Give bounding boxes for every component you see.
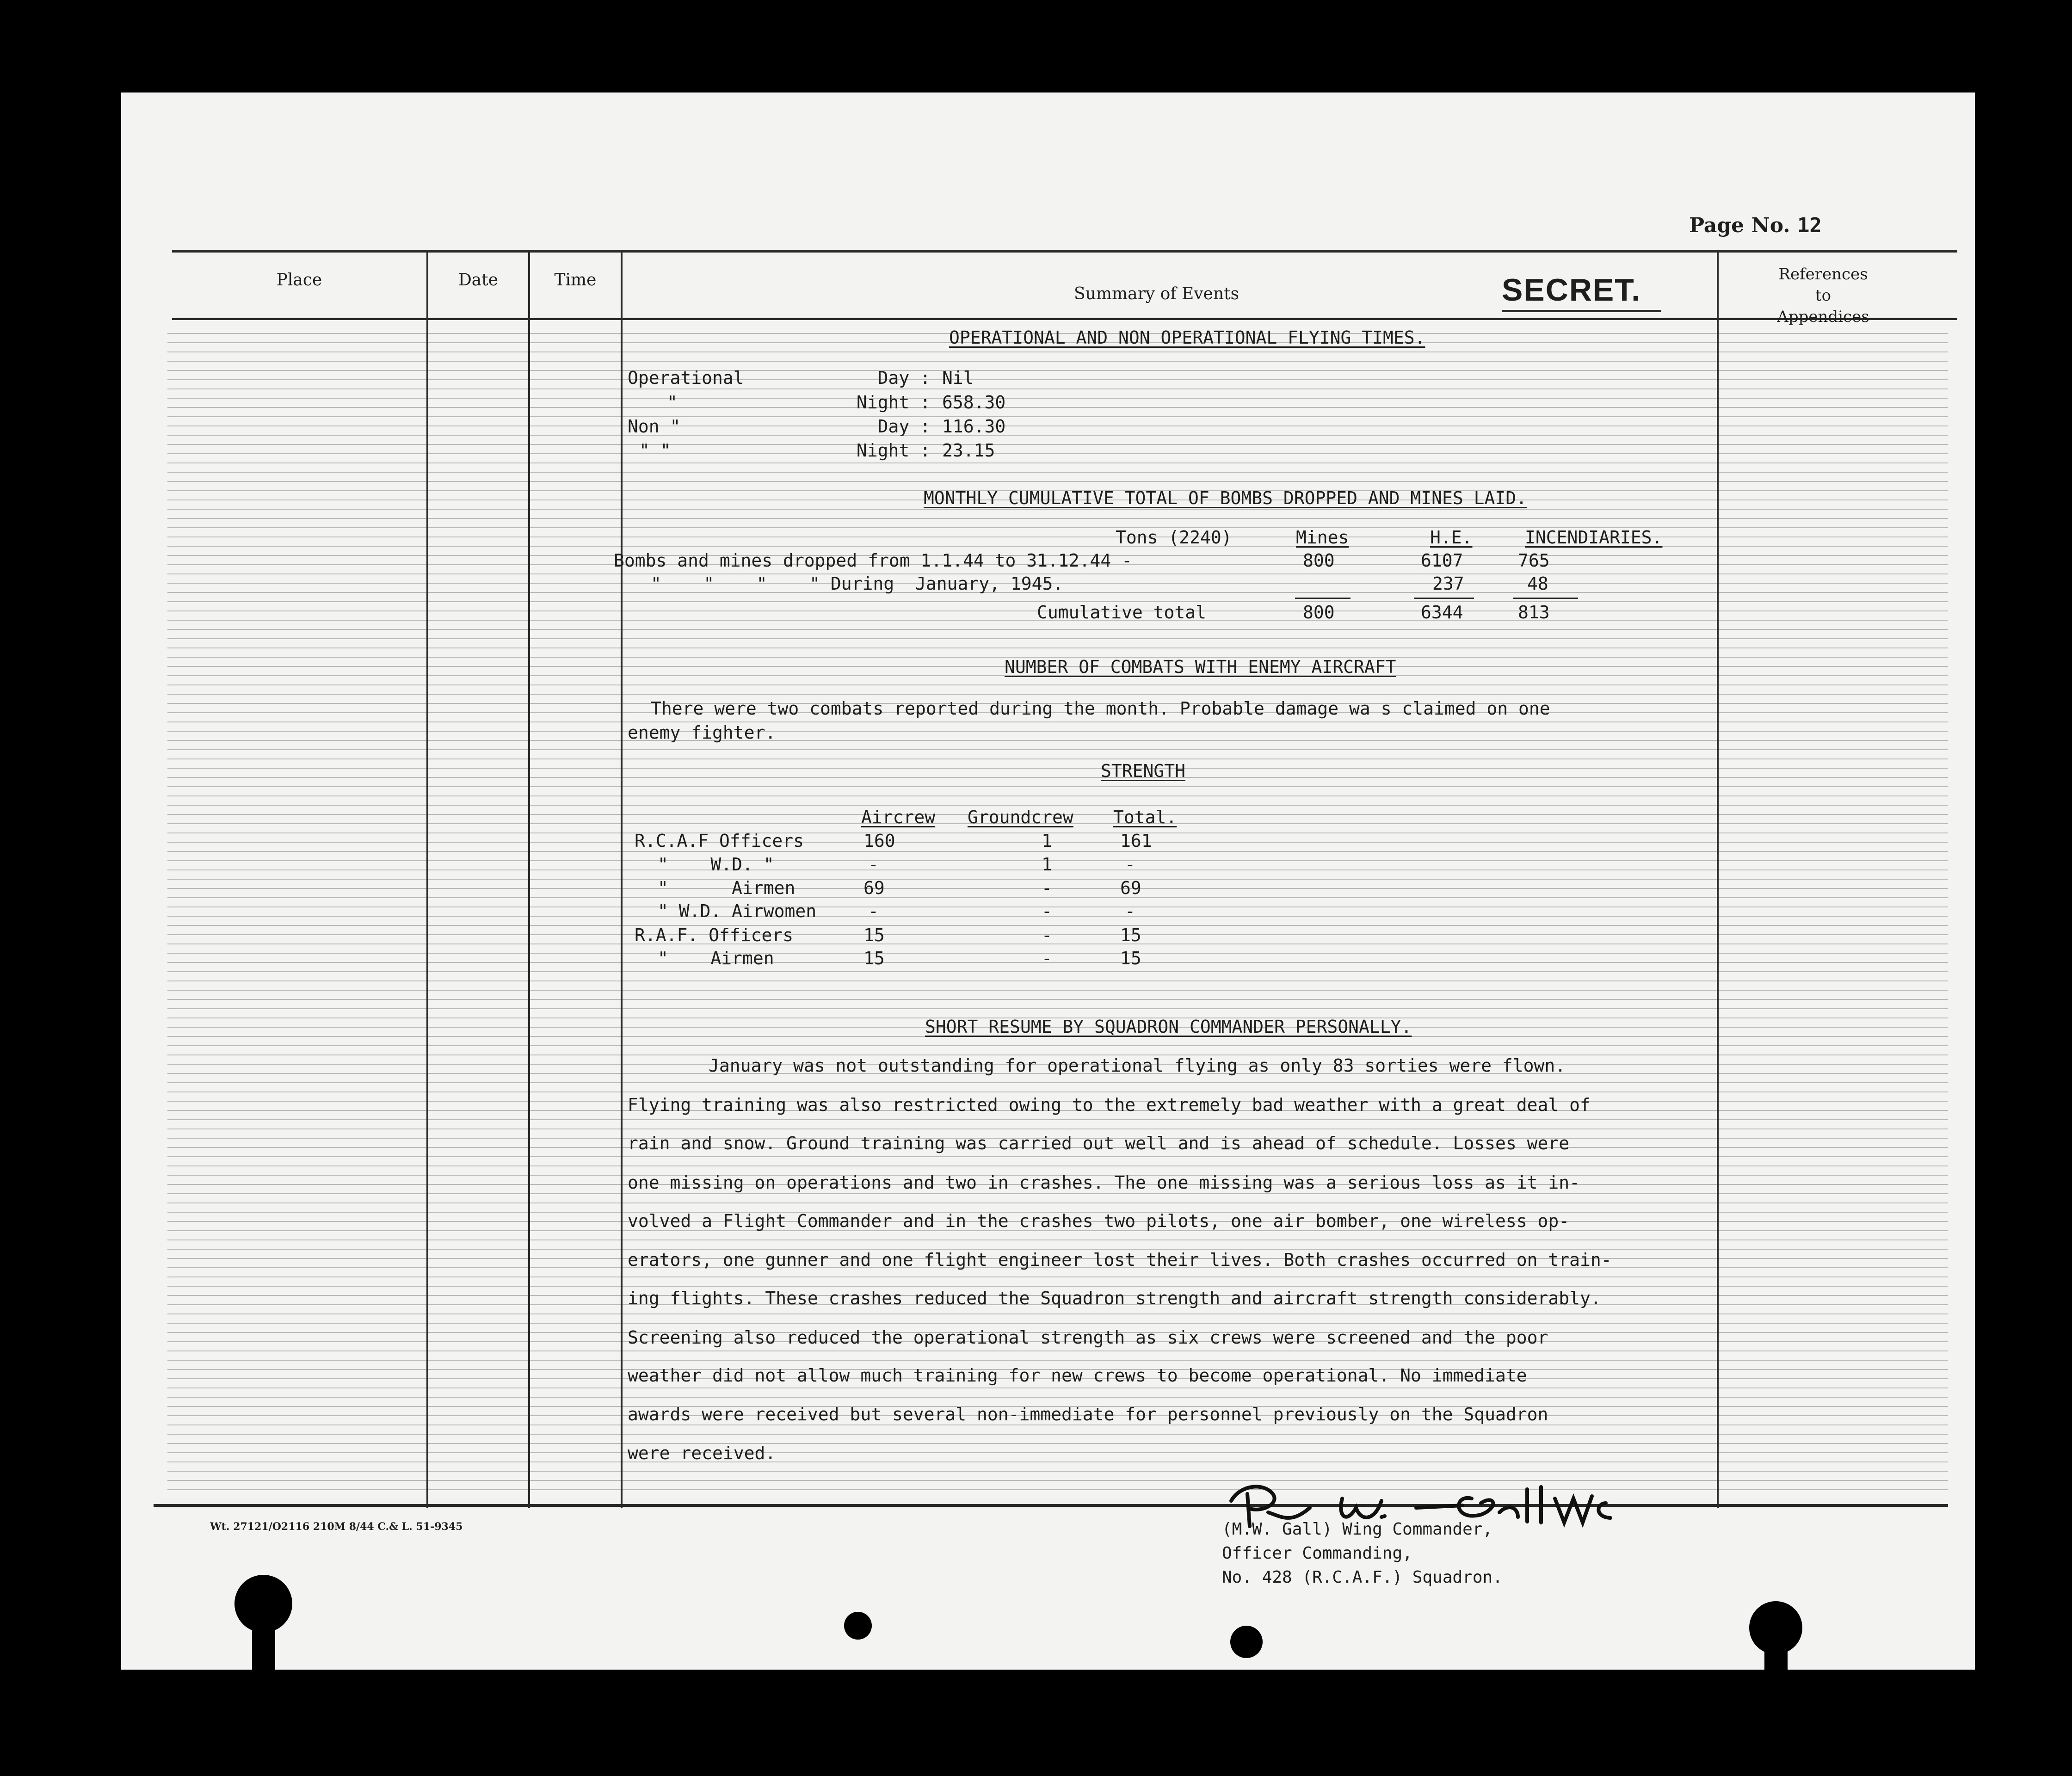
- flying-row-0-period: Day :: [877, 368, 931, 388]
- strength-row-1-aircrew: -: [868, 854, 879, 875]
- time-summary-divider: [621, 250, 623, 1508]
- column-header-place: Place: [276, 271, 322, 290]
- he-total-rule: [1414, 598, 1474, 599]
- signature-line-2: Officer Commanding,: [1222, 1544, 1412, 1563]
- ruled-line: [167, 416, 1948, 417]
- signature-line-3: No. 428 (R.C.A.F.) Squadron.: [1222, 1568, 1503, 1587]
- ruled-line: [167, 934, 1948, 935]
- ruled-line: [167, 768, 1948, 769]
- ruled-line: [167, 444, 1948, 445]
- ruled-line: [167, 1276, 1948, 1277]
- resume-line-1: January was not outstanding for operational flying as only 83 sorties were flown.: [709, 1055, 1566, 1076]
- strength-row-1-label: " W.D. ": [658, 854, 774, 875]
- ruled-line: [167, 629, 1948, 630]
- flying-row-1-period: Night :: [856, 392, 931, 413]
- ruled-line: [167, 1286, 1948, 1287]
- strength-header-groundcrew: Groundcrew: [968, 807, 1073, 827]
- strength-row-0-aircrew: 160: [863, 831, 895, 851]
- resume-line-9: weather did not allow much training for new crews to become operational. No immediate: [628, 1365, 1527, 1386]
- ruled-line: [167, 971, 1948, 972]
- bombs-row-2-he: 6344: [1421, 602, 1463, 623]
- bombs-row-1-incendiaries: 48: [1527, 574, 1548, 594]
- ruled-line: [167, 1119, 1948, 1120]
- resume-line-7: ing flights. These crashes reduced the Squadron strength and aircraft strength considerably.: [628, 1288, 1601, 1308]
- strength-row-2-label: " Airmen: [658, 878, 796, 898]
- ruled-line: [167, 832, 1948, 833]
- bombs-row-1-label: " " " " During January, 1945.: [651, 574, 1064, 594]
- resume-line-8: Screening also reduced the operational strength as six crews were screened and the poor: [628, 1327, 1548, 1348]
- strength-heading: STRENGTH: [1101, 761, 1186, 781]
- strength-row-3-groundcrew: -: [1042, 901, 1052, 921]
- bombs-row-2-label: Cumulative total: [1037, 602, 1207, 623]
- ruled-line: [167, 777, 1948, 778]
- ruled-line: [167, 1156, 1948, 1157]
- ruled-line: [167, 1443, 1948, 1444]
- date-time-divider: [528, 250, 530, 1508]
- ruled-line: [167, 684, 1948, 685]
- strength-header-total: Total.: [1113, 807, 1177, 827]
- binder-slot-left: [252, 1614, 275, 1679]
- binder-slot-right: [1764, 1633, 1788, 1674]
- ruled-line: [167, 962, 1948, 963]
- place-date-divider: [426, 250, 428, 1508]
- signature-line-1: (M.W. Gall) Wing Commander,: [1222, 1520, 1493, 1539]
- ruled-line: [167, 1424, 1948, 1425]
- ruled-line: [167, 1323, 1948, 1324]
- ruled-line: [167, 694, 1948, 695]
- flying-row-1-category: ": [667, 392, 678, 413]
- column-header-date: Date: [458, 271, 499, 290]
- ruled-line: [167, 398, 1948, 399]
- strength-row-2-aircrew: 69: [863, 878, 885, 898]
- bombs-header-he: H.E.: [1430, 527, 1473, 548]
- ruled-line: [167, 860, 1948, 861]
- ruled-line: [167, 953, 1948, 954]
- strength-row-3-total: -: [1125, 901, 1135, 921]
- ruled-line: [167, 906, 1948, 907]
- ruled-line: [167, 740, 1948, 741]
- strength-row-3-aircrew: -: [868, 901, 879, 921]
- ruled-line: [167, 897, 1948, 898]
- resume-line-10: awards were received but several non-immediate for personnel previously on the Squadron: [628, 1404, 1548, 1424]
- ruled-line: [167, 1360, 1948, 1361]
- ruled-line: [167, 1128, 1948, 1129]
- ruled-line: [167, 361, 1948, 362]
- ruled-line: [167, 851, 1948, 852]
- ruled-line: [167, 1082, 1948, 1083]
- header-bottom-border: [172, 318, 1957, 320]
- ruled-line: [167, 379, 1948, 380]
- ruled-line: [167, 536, 1948, 537]
- strength-row-0-total: 161: [1120, 831, 1152, 851]
- mines-total-rule: [1295, 598, 1350, 599]
- ruled-line: [167, 435, 1948, 436]
- form-code: Wt. 27121/O2116 210M 8/44 C.& L. 51-9345: [210, 1521, 463, 1533]
- ruled-line: [167, 1202, 1948, 1203]
- strength-row-4-aircrew: 15: [863, 925, 885, 945]
- resume-line-11: were received.: [628, 1443, 776, 1463]
- ruled-line: [167, 453, 1948, 454]
- table-top-border: [172, 250, 1957, 253]
- flying-row-3-value: 23.15: [942, 440, 995, 461]
- column-header-summary: Summary of Events: [1074, 284, 1240, 303]
- secret-underline: [1502, 310, 1661, 312]
- ruled-line: [167, 481, 1948, 482]
- ruled-line: [167, 999, 1948, 1000]
- bombs-row-2-mines: 800: [1303, 602, 1335, 623]
- ruled-line: [167, 509, 1948, 510]
- ruled-line: [167, 786, 1948, 787]
- ruled-line: [167, 888, 1948, 889]
- strength-row-0-groundcrew: 1: [1042, 831, 1052, 851]
- ruled-line: [167, 1397, 1948, 1398]
- bombs-heading: MONTHLY CUMULATIVE TOTAL OF BOMBS DROPPED AND MINES LAID.: [924, 488, 1527, 508]
- ruled-line: [167, 1350, 1948, 1351]
- bombs-row-0-mines: 800: [1303, 550, 1335, 571]
- ruled-line: [167, 916, 1948, 917]
- ruled-line: [167, 990, 1948, 991]
- ruled-line: [167, 407, 1948, 408]
- ruled-line: [167, 527, 1948, 528]
- resume-line-2: Flying training was also restricted owing to the extremely bad weather with a great deal of: [628, 1095, 1591, 1115]
- flying-row-3-period: Night :: [856, 440, 931, 461]
- flying-row-2-value: 116.30: [942, 416, 1006, 437]
- strength-row-5-total: 15: [1120, 948, 1141, 968]
- ruled-line: [167, 370, 1948, 371]
- flying-row-1-value: 658.30: [942, 392, 1006, 413]
- bombs-row-0-label: Bombs and mines dropped from 1.1.44 to 31.12.44 -: [614, 550, 1133, 571]
- bombs-row-2-incendiaries: 813: [1518, 602, 1550, 623]
- secret-stamp: SECRET.: [1502, 272, 1641, 308]
- column-header-time: Time: [554, 271, 597, 290]
- bombs-row-1-he: 237: [1432, 574, 1464, 594]
- resume-line-5: volved a Flight Commander and in the crashes two pilots, one air bomber, one wireless op-: [628, 1211, 1570, 1231]
- strength-row-4-label: R.A.F. Officers: [635, 925, 794, 945]
- ruled-line: [167, 462, 1948, 463]
- ruled-line: [167, 1193, 1948, 1194]
- strength-row-0-label: R.C.A.F Officers: [635, 831, 804, 851]
- ruled-line: [167, 805, 1948, 806]
- strength-row-5-groundcrew: -: [1042, 948, 1052, 968]
- binder-hole-center-left: [844, 1612, 872, 1640]
- flying-row-2-period: Day :: [877, 416, 931, 437]
- strength-row-2-groundcrew: -: [1042, 878, 1052, 898]
- combats-line-2: enemy fighter.: [628, 722, 776, 743]
- strength-row-4-groundcrew: -: [1042, 925, 1052, 945]
- resume-line-6: erators, one gunner and one flight engineer lost their lives. Both crashes occurred on train-: [628, 1250, 1612, 1270]
- strength-row-5-label: " Airmen: [658, 948, 774, 968]
- ruled-line: [167, 731, 1948, 732]
- ruled-line: [167, 1452, 1948, 1453]
- ruled-line: [167, 638, 1948, 639]
- page-number-value: 12: [1797, 214, 1822, 237]
- incendiaries-total-rule: [1513, 598, 1578, 599]
- ruled-line: [167, 546, 1948, 547]
- combats-line-1: There were two combats reported during the month. Probable damage wa s claimed on one: [651, 698, 1550, 719]
- column-header-references: References to Appendices: [1777, 265, 1869, 326]
- resume-heading: SHORT RESUME BY SQUADRON COMMANDER PERSONALLY.: [925, 1017, 1412, 1037]
- strength-row-5-aircrew: 15: [863, 948, 885, 968]
- flying-row-0-value: Nil: [942, 368, 974, 388]
- strength-row-3-label: " W.D. Airwomen: [658, 901, 817, 921]
- resume-line-3: rain and snow. Ground training was carried out well and is ahead of schedule. Losses were: [628, 1133, 1570, 1153]
- ruled-line: [167, 879, 1948, 880]
- ruled-line: [167, 1434, 1948, 1435]
- strength-row-1-total: -: [1125, 854, 1135, 875]
- bombs-header-incendiaries: INCENDIARIES.: [1525, 527, 1663, 548]
- ruled-line: [167, 758, 1948, 759]
- flying-row-0-category: Operational: [628, 368, 744, 388]
- ruled-line: [167, 472, 1948, 473]
- summary-references-divider: [1717, 250, 1719, 1508]
- ruled-line: [167, 1008, 1948, 1009]
- document-page: [121, 92, 1975, 1670]
- bombs-row-0-incendiaries: 765: [1518, 550, 1550, 571]
- ruled-line: [167, 1045, 1948, 1046]
- flying-times-heading: OPERATIONAL AND NON OPERATIONAL FLYING TIMES.: [949, 327, 1425, 348]
- ruled-line: [167, 749, 1948, 750]
- ruled-line: [167, 980, 1948, 981]
- bombs-header-mines: Mines: [1296, 527, 1349, 548]
- flying-row-2-category: Non ": [628, 416, 681, 437]
- ruled-line: [167, 1471, 1948, 1472]
- strength-row-1-groundcrew: 1: [1042, 854, 1052, 875]
- strength-header-aircrew: Aircrew: [861, 807, 936, 827]
- combats-heading: NUMBER OF COMBATS WITH ENEMY AIRCRAFT: [1005, 657, 1396, 677]
- strength-row-2-total: 69: [1120, 878, 1141, 898]
- ruled-line: [167, 925, 1948, 926]
- flying-row-3-category: " ": [639, 440, 671, 461]
- page-number: [1689, 214, 1822, 237]
- bombs-row-0-he: 6107: [1421, 550, 1463, 571]
- ruled-line: [167, 518, 1948, 519]
- bombs-header-tons: Tons (2240): [1116, 527, 1232, 548]
- binder-hole-center-right: [1230, 1626, 1263, 1658]
- page-number-label: Page No.: [1689, 214, 1790, 237]
- resume-line-4: one missing on operations and two in crashes. The one missing was a serious loss as it in-: [628, 1172, 1580, 1193]
- ruled-line: [167, 388, 1948, 389]
- strength-row-4-total: 15: [1120, 925, 1141, 945]
- ruled-line: [167, 842, 1948, 843]
